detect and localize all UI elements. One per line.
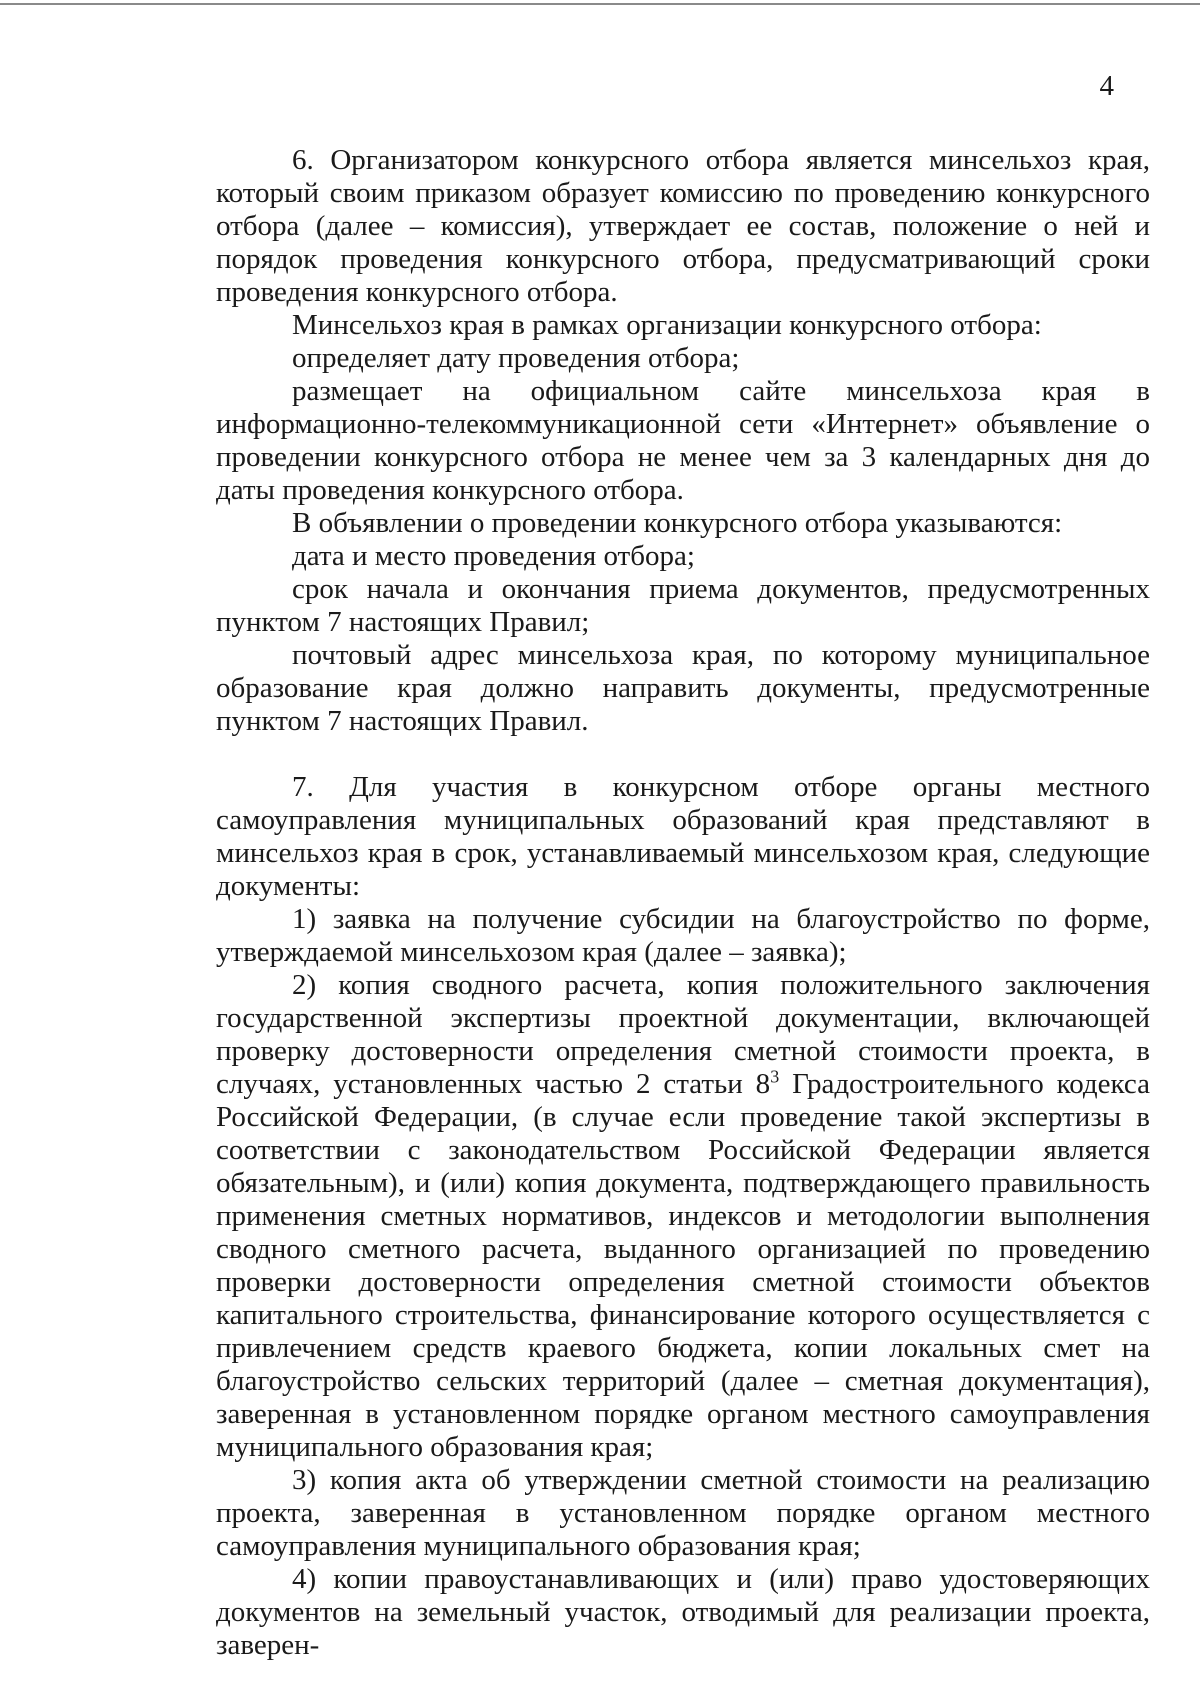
list-item-4-land-documents: 4) копии правоустанавливающих и (или) право удостоверяющих документов на земельный участок, отводимый для реализации проекта, заверен-	[216, 1563, 1150, 1661]
scan-edge-line	[0, 3, 1200, 5]
paragraph-ministry-tasks: Минсельхоз края в рамках организации конкурсного отбора:	[292, 309, 1042, 341]
list-item-2-text-before: 2) копия сводного расчета, копия положительного заключения государственной экспертизы проектной документации, включающей проверку достоверности определения сметной стоимости проекта, в случаях, установленных частью 2 статьи 8	[216, 969, 1150, 1100]
list-item-1-application: 1) заявка на получение субсидии на благоустройство по форме, утверждаемой минсельхозом края (далее – заявка);	[216, 903, 1150, 968]
document-body	[216, 144, 1150, 1662]
paragraph-6-organizer: 6. Организатором конкурсного отбора является минсельхоз края, который своим приказом образует комиссию по проведению конкурсного отбора (далее – комиссия), утверждает ее состав, положение о ней и порядок проведения конкурсного отбора, предусматривающий сроки проведения конкурсного отбора.	[216, 144, 1150, 308]
paragraph-announcement-contents: В объявлении о проведении конкурсного отбора указываются:	[292, 507, 1063, 539]
paragraph-postal-address: почтовый адрес минсельхоза края, по которому муниципальное образование края должно направить документы, предусмотренные пунктом 7 настоящих Правил.	[216, 639, 1150, 737]
paragraph-announcement: размещает на официальном сайте минсельхоза края в информационно-телекоммуникационной сети «Интернет» объявление о проведении конкурсного отбора не менее чем за 3 календарных дня до даты проведения конкурсного отбора.	[216, 375, 1150, 506]
page-number: 4	[1099, 70, 1114, 102]
list-item-3-act: 3) копия акта об утверждении сметной стоимости на реализацию проекта, заверенная в установленном порядке органом местного самоуправления муниципального образования края;	[216, 1464, 1150, 1562]
paragraph-deadline: срок начала и окончания приема документов, предусмотренных пунктом 7 настоящих Правил;	[216, 573, 1150, 638]
list-item-2-estimate	[216, 969, 1150, 1464]
superscript-article-number: 3	[770, 1066, 780, 1087]
paragraph-7-participation: 7. Для участия в конкурсном отборе органы местного самоуправления муниципальных образований края представляют в минсельхоз края в срок, устанавливаемый минсельхозом края, следующие документы:	[216, 771, 1150, 902]
list-item-2-text-after: Градостроительного кодекса Российской Федерации, (в случае если проведение такой экспертизы в соответствии с законодательством Российской Федерации является обязательным), и (или) копия документа, подтверждающего правильность применения сметных нормативов, индексов и методологии выполнения сводного сметного расчета, выданного организацией по проведению проверки достоверности определения сметной стоимости объектов капитального строительства, финансирование которого осуществляется с привлечением средств краевого бюджета, копии локальных смет на благоустройство сельских территорий (далее – сметная документация), заверенная в установленном порядке органом местного самоуправления муниципального образования края;	[216, 1068, 1150, 1463]
paragraph-date-place: дата и место проведения отбора;	[292, 540, 695, 572]
paragraph-date: определяет дату проведения отбора;	[292, 342, 740, 374]
